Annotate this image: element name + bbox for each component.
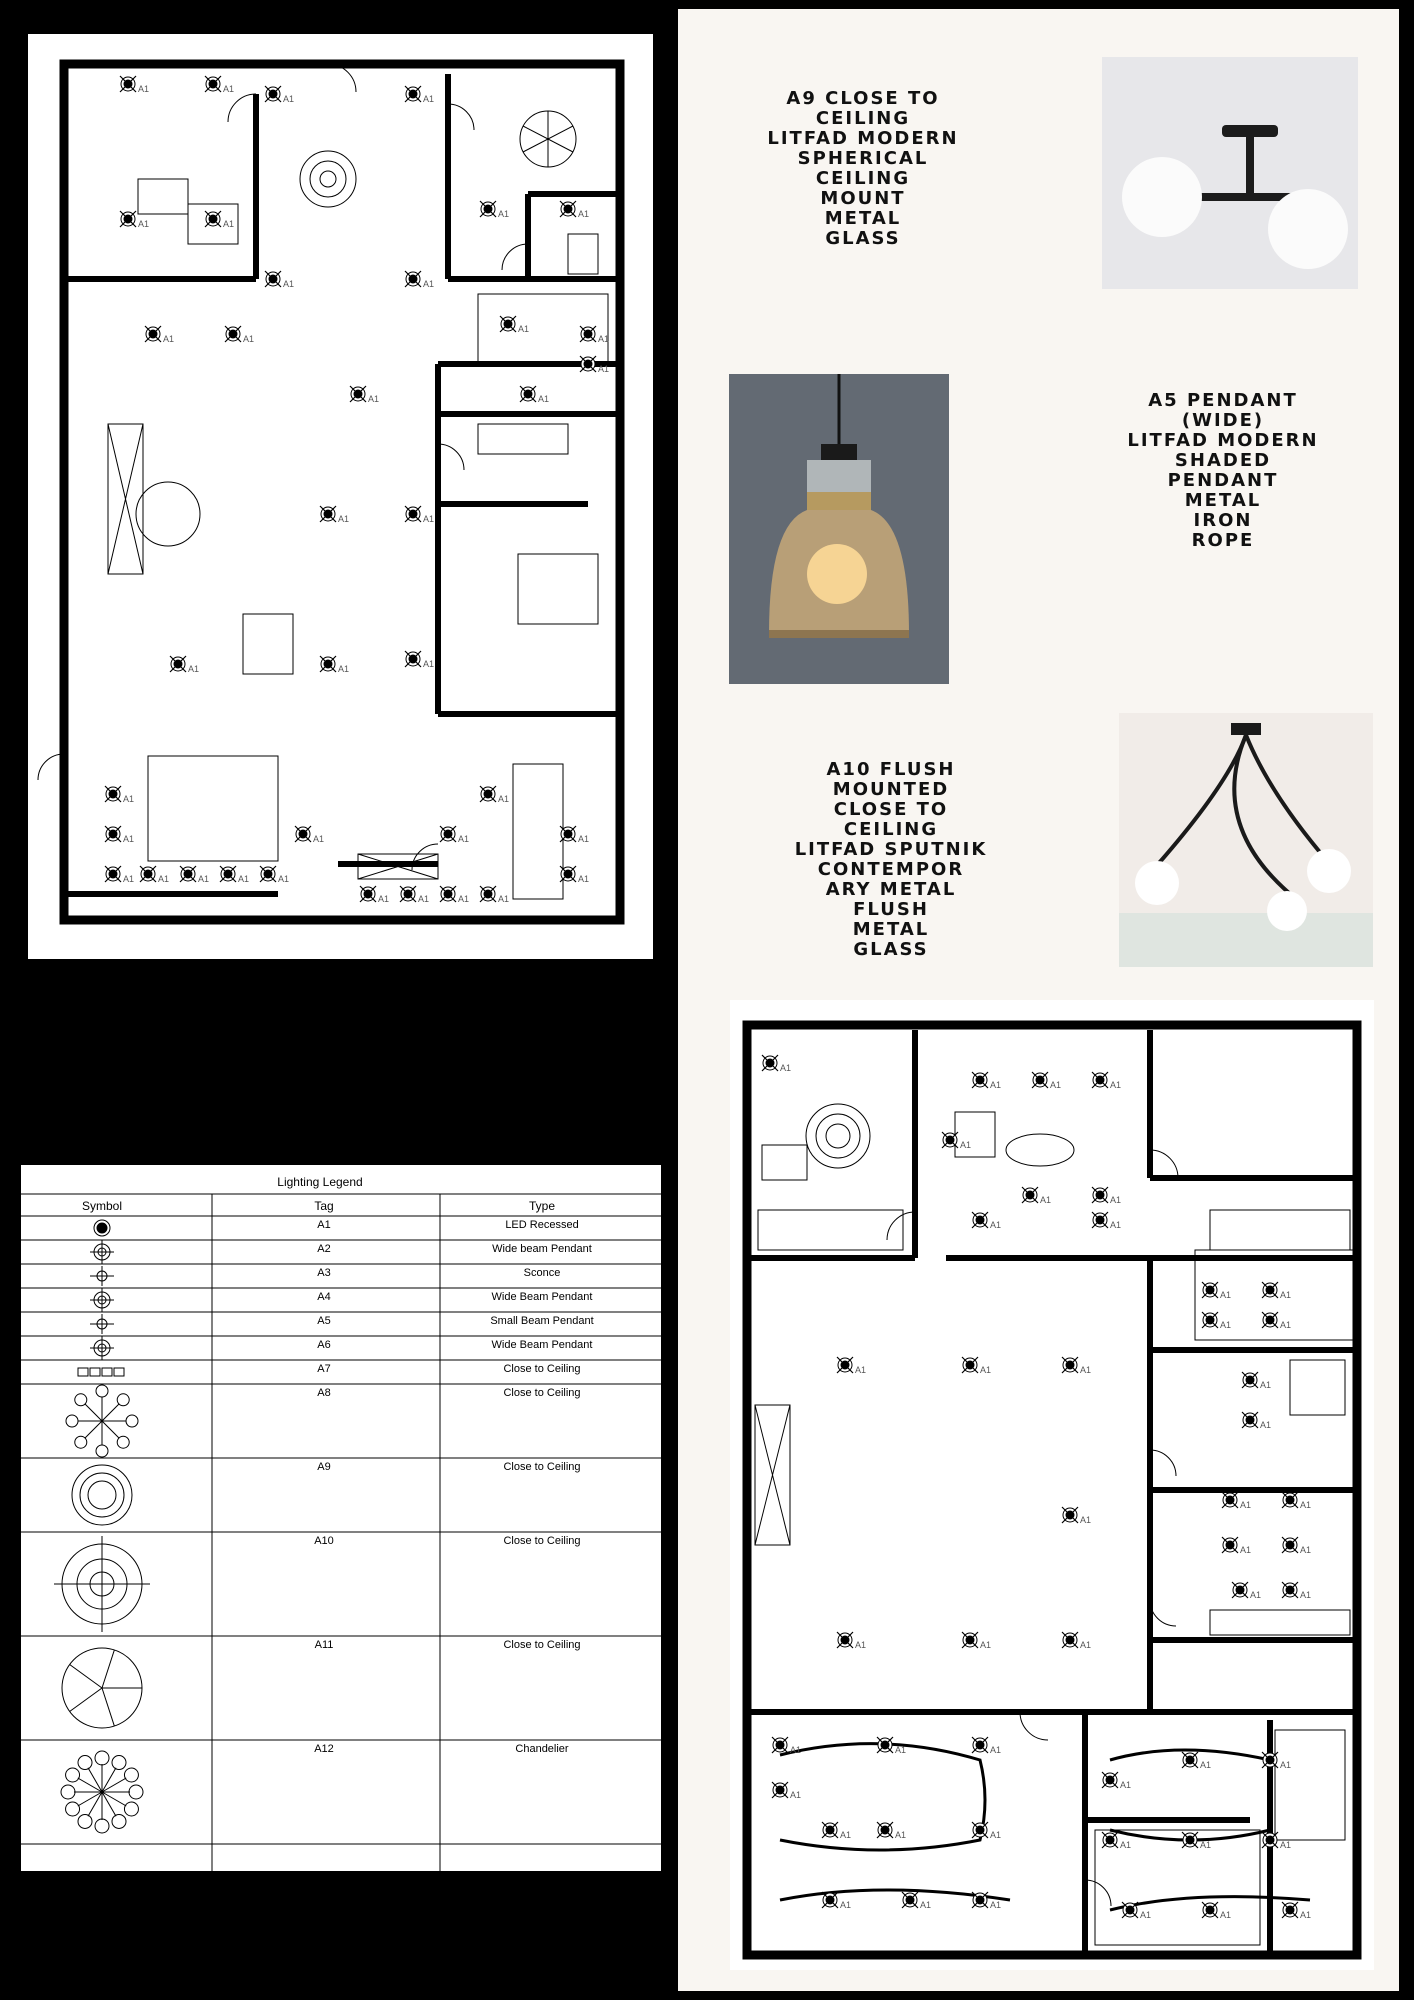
legend-tag: A5 bbox=[317, 1315, 331, 1327]
fixture-tag: A1 bbox=[790, 1745, 802, 1755]
lighting-legend bbox=[20, 1164, 662, 1872]
legend-type: LED Recessed bbox=[505, 1219, 579, 1231]
led-recessed-fixture bbox=[440, 826, 469, 844]
fixture-tag: A1 bbox=[1220, 1320, 1232, 1330]
lighting-legend-grid bbox=[20, 1164, 662, 1872]
legend-type: Wide beam Pendant bbox=[492, 1243, 592, 1255]
upper-floor-plan bbox=[28, 34, 653, 959]
fixture-tag: A1 bbox=[1300, 1500, 1312, 1510]
led-recessed-fixture bbox=[1092, 1072, 1121, 1090]
led-recessed-fixture bbox=[877, 1822, 906, 1840]
led-recessed-fixture bbox=[405, 271, 434, 289]
fixture-tag: A1 bbox=[163, 334, 175, 344]
a9-caption bbox=[738, 89, 988, 249]
led-recessed-fixture bbox=[400, 886, 429, 904]
fixture-tag: A1 bbox=[780, 1063, 792, 1073]
led-recessed-fixture bbox=[105, 866, 134, 884]
fixture-tag: A1 bbox=[1080, 1640, 1092, 1650]
led-recessed-fixture bbox=[480, 786, 509, 804]
led-recessed-fixture bbox=[1262, 1282, 1291, 1300]
caption-line: ARY METAL bbox=[825, 879, 957, 900]
fixture-tag: A1 bbox=[990, 1080, 1002, 1090]
led-recessed-fixture bbox=[837, 1632, 866, 1650]
caption-line: METAL bbox=[824, 208, 902, 229]
caption-line: ROPE bbox=[1191, 530, 1255, 551]
led-recessed-fixture bbox=[350, 386, 379, 404]
fixture-tag: A1 bbox=[855, 1365, 867, 1375]
fixture-tag: A1 bbox=[458, 834, 470, 844]
led-recessed-fixture bbox=[295, 826, 324, 844]
caption-line: CONTEMPOR bbox=[817, 859, 965, 880]
led-recessed-fixture bbox=[1262, 1312, 1291, 1330]
caption-line: FLUSH bbox=[853, 899, 929, 920]
fixture-tag: A1 bbox=[1120, 1840, 1132, 1850]
fixture-tag: A1 bbox=[1300, 1545, 1312, 1555]
caption-line: LITFAD MODERN bbox=[767, 128, 959, 149]
led-recessed-fixture bbox=[1062, 1507, 1091, 1525]
led-recessed-fixture bbox=[205, 76, 234, 94]
fixture-tag: A1 bbox=[278, 874, 290, 884]
fixture-tag: A1 bbox=[123, 834, 135, 844]
fixture-tag: A1 bbox=[423, 659, 435, 669]
led-recessed-fixture bbox=[225, 326, 254, 344]
fixture-tag: A1 bbox=[790, 1790, 802, 1800]
led-recessed-fixture bbox=[500, 316, 529, 334]
led-recessed-fixture bbox=[822, 1892, 851, 1910]
fixture-tag: A1 bbox=[1260, 1420, 1272, 1430]
legend-type: Close to Ceiling bbox=[503, 1535, 581, 1547]
led-recessed-fixture bbox=[1062, 1357, 1091, 1375]
led-recessed-fixture bbox=[180, 866, 209, 884]
led-recessed-fixture bbox=[1222, 1537, 1251, 1555]
fixture-tag: A1 bbox=[980, 1640, 992, 1650]
led-recessed-fixture bbox=[962, 1357, 991, 1375]
led-recessed-fixture bbox=[1102, 1772, 1131, 1790]
led-recessed-fixture bbox=[772, 1737, 801, 1755]
caption-line: MOUNTED bbox=[832, 779, 950, 800]
fixture-tag: A1 bbox=[283, 94, 295, 104]
caption-line: CEILING bbox=[843, 819, 939, 840]
a5-caption bbox=[1098, 391, 1348, 551]
led-recessed-fixture bbox=[877, 1737, 906, 1755]
led-recessed-fixture bbox=[560, 826, 589, 844]
fixture-tag: A1 bbox=[578, 874, 590, 884]
led-recessed-fixture bbox=[440, 886, 469, 904]
led-recessed-fixture bbox=[265, 271, 294, 289]
fixture-tag: A1 bbox=[423, 279, 435, 289]
legend-type: Close to Ceiling bbox=[503, 1461, 581, 1473]
led-recessed-fixture bbox=[170, 656, 199, 674]
a10-fixture-photo bbox=[1119, 713, 1373, 967]
legend-type: Wide Beam Pendant bbox=[491, 1339, 593, 1351]
fixture-tag: A1 bbox=[1300, 1910, 1312, 1920]
fixture-tag: A1 bbox=[283, 279, 295, 289]
legend-tag: A4 bbox=[317, 1291, 331, 1303]
fixture-tag: A1 bbox=[458, 894, 470, 904]
caption-line: A9 CLOSE TO bbox=[786, 88, 940, 109]
fixture-tag: A1 bbox=[158, 874, 170, 884]
legend-tag: A3 bbox=[317, 1267, 331, 1279]
legend-type: Chandelier bbox=[515, 1743, 569, 1755]
led-recessed-fixture bbox=[1262, 1752, 1291, 1770]
caption-line: GLASS bbox=[853, 939, 929, 960]
led-recessed-fixture bbox=[320, 506, 349, 524]
led-recessed-fixture bbox=[962, 1632, 991, 1650]
upper-floor-plan-drawing bbox=[28, 34, 653, 959]
fixture-tag: A1 bbox=[368, 394, 380, 404]
led-recessed-fixture bbox=[972, 1892, 1001, 1910]
led-recessed-fixture bbox=[1022, 1187, 1051, 1205]
a9-fixture-photo bbox=[1102, 57, 1358, 289]
legend-tag: A8 bbox=[317, 1387, 331, 1399]
led-recessed-fixture bbox=[205, 211, 234, 229]
caption-line: LITFAD SPUTNIK bbox=[794, 839, 988, 860]
led-recessed-fixture bbox=[560, 866, 589, 884]
fixture-tag: A1 bbox=[1280, 1290, 1292, 1300]
fixture-tag: A1 bbox=[1110, 1195, 1122, 1205]
led-recessed-fixture bbox=[105, 786, 134, 804]
fixture-tag: A1 bbox=[123, 794, 135, 804]
fixture-tag: A1 bbox=[895, 1830, 907, 1840]
led-recessed-fixture bbox=[1182, 1832, 1211, 1850]
fixture-tag: A1 bbox=[518, 324, 530, 334]
caption-line: CEILING bbox=[815, 108, 911, 129]
fixture-tag: A1 bbox=[598, 334, 610, 344]
led-recessed-fixture bbox=[1242, 1412, 1271, 1430]
led-recessed-fixture bbox=[220, 866, 249, 884]
fixture-tag: A1 bbox=[1110, 1080, 1122, 1090]
fixture-tag: A1 bbox=[895, 1745, 907, 1755]
fixture-tag: A1 bbox=[1200, 1760, 1212, 1770]
a5-fixture-photo bbox=[729, 374, 949, 684]
fixture-tag: A1 bbox=[243, 334, 255, 344]
lower-floor-plan bbox=[730, 1000, 1374, 1970]
fixture-tag: A1 bbox=[578, 209, 590, 219]
led-recessed-fixture bbox=[320, 656, 349, 674]
fixture-tag: A1 bbox=[990, 1900, 1002, 1910]
fixture-tag: A1 bbox=[138, 84, 150, 94]
caption-line: A10 FLUSH bbox=[826, 759, 956, 780]
fixture-tag: A1 bbox=[423, 514, 435, 524]
caption-line: SHADED bbox=[1174, 450, 1272, 471]
fixture-tag: A1 bbox=[1200, 1840, 1212, 1850]
led-recessed-fixture bbox=[405, 651, 434, 669]
fixture-tag: A1 bbox=[840, 1830, 852, 1840]
caption-line: CLOSE TO bbox=[833, 799, 949, 820]
led-recessed-fixture bbox=[1282, 1902, 1311, 1920]
caption-line: IRON bbox=[1193, 510, 1253, 531]
fixture-tag: A1 bbox=[990, 1745, 1002, 1755]
legend-type: Close to Ceiling bbox=[503, 1363, 581, 1375]
fixture-tag: A1 bbox=[990, 1830, 1002, 1840]
legend-type: Wide Beam Pendant bbox=[491, 1291, 593, 1303]
led-recessed-fixture bbox=[145, 326, 174, 344]
a10-caption bbox=[766, 760, 1016, 960]
legend-header-tag: Tag bbox=[314, 1199, 334, 1213]
fixture-tag: A1 bbox=[188, 664, 200, 674]
caption-line: METAL bbox=[852, 919, 930, 940]
led-recessed-fixture bbox=[360, 886, 389, 904]
led-recessed-fixture bbox=[1202, 1312, 1231, 1330]
legend-type: Small Beam Pendant bbox=[490, 1315, 594, 1327]
fixture-tag: A1 bbox=[1080, 1515, 1092, 1525]
led-recessed-fixture bbox=[902, 1892, 931, 1910]
upper-floor-fixtures bbox=[105, 76, 609, 904]
fixture-tag: A1 bbox=[578, 834, 590, 844]
fixture-tag: A1 bbox=[1220, 1290, 1232, 1300]
fixture-tag: A1 bbox=[855, 1640, 867, 1650]
led-recessed-fixture bbox=[762, 1055, 791, 1073]
fixture-tag: A1 bbox=[1240, 1545, 1252, 1555]
led-recessed-fixture bbox=[480, 201, 509, 219]
led-recessed-fixture bbox=[480, 886, 509, 904]
legend-header-type: Type bbox=[528, 1199, 556, 1213]
legend-type: Close to Ceiling bbox=[503, 1639, 581, 1651]
led-recessed-fixture bbox=[1262, 1832, 1291, 1850]
fixture-tag: A1 bbox=[338, 514, 350, 524]
led-recessed-fixture bbox=[520, 386, 549, 404]
led-recessed-fixture bbox=[1222, 1492, 1251, 1510]
fixture-tag: A1 bbox=[498, 209, 510, 219]
led-recessed-fixture bbox=[972, 1212, 1001, 1230]
led-recessed-fixture bbox=[972, 1737, 1001, 1755]
led-recessed-fixture bbox=[1282, 1492, 1311, 1510]
fixture-tag: A1 bbox=[198, 874, 210, 884]
led-recessed-fixture bbox=[1062, 1632, 1091, 1650]
fixture-tag: A1 bbox=[498, 894, 510, 904]
caption-line: A5 PENDANT bbox=[1148, 390, 1298, 411]
legend-tag: A11 bbox=[314, 1639, 334, 1651]
fixture-tag: A1 bbox=[598, 364, 610, 374]
led-recessed-fixture bbox=[772, 1782, 801, 1800]
caption-line: (WIDE) bbox=[1181, 410, 1265, 431]
fixture-tag: A1 bbox=[123, 874, 135, 884]
led-recessed-fixture bbox=[1282, 1537, 1311, 1555]
legend-tag: A10 bbox=[314, 1535, 334, 1547]
fixture-tag: A1 bbox=[1120, 1780, 1132, 1790]
led-recessed-fixture bbox=[1092, 1187, 1121, 1205]
led-recessed-fixture bbox=[1242, 1372, 1271, 1390]
led-recessed-fixture bbox=[1202, 1902, 1231, 1920]
fixture-tag: A1 bbox=[423, 94, 435, 104]
fixture-tag: A1 bbox=[980, 1365, 992, 1375]
fixture-tag: A1 bbox=[1240, 1500, 1252, 1510]
caption-line: METAL bbox=[1184, 490, 1262, 511]
switch-wiring bbox=[780, 1744, 1310, 1910]
legend-type: Sconce bbox=[523, 1267, 561, 1279]
fixture-tag: A1 bbox=[1050, 1080, 1062, 1090]
legend-title: Lighting Legend bbox=[277, 1175, 363, 1189]
led-recessed-fixture bbox=[580, 326, 609, 344]
led-recessed-fixture bbox=[822, 1822, 851, 1840]
fixture-tag: A1 bbox=[338, 664, 350, 674]
legend-tag: A2 bbox=[317, 1243, 331, 1255]
fixture-tag: A1 bbox=[223, 84, 235, 94]
legend-tag: A9 bbox=[317, 1461, 331, 1473]
led-recessed-fixture bbox=[580, 356, 609, 374]
caption-line: PENDANT bbox=[1167, 470, 1279, 491]
legend-tag: A1 bbox=[317, 1219, 331, 1231]
fixture-tag: A1 bbox=[538, 394, 550, 404]
led-recessed-fixture bbox=[1182, 1752, 1211, 1770]
fixture-tag: A1 bbox=[498, 794, 510, 804]
fixture-tag: A1 bbox=[378, 894, 390, 904]
led-recessed-fixture bbox=[105, 826, 134, 844]
fixture-tag: A1 bbox=[313, 834, 325, 844]
led-recessed-fixture bbox=[265, 86, 294, 104]
legend-header-symbol: Symbol bbox=[81, 1199, 123, 1213]
fixture-tag: A1 bbox=[920, 1900, 932, 1910]
led-recessed-fixture bbox=[260, 866, 289, 884]
fixture-tag: A1 bbox=[418, 894, 430, 904]
legend-tag: A7 bbox=[317, 1363, 331, 1375]
led-recessed-fixture bbox=[1232, 1582, 1261, 1600]
legend-tag: A12 bbox=[314, 1743, 334, 1755]
fixture-tag: A1 bbox=[223, 219, 235, 229]
fixture-tag: A1 bbox=[1280, 1760, 1292, 1770]
caption-line: LITFAD MODERN bbox=[1127, 430, 1319, 451]
fixture-tag: A1 bbox=[1280, 1320, 1292, 1330]
legend-tag: A6 bbox=[317, 1339, 331, 1351]
led-recessed-fixture bbox=[1092, 1212, 1121, 1230]
led-recessed-fixture bbox=[1032, 1072, 1061, 1090]
led-recessed-fixture bbox=[405, 86, 434, 104]
fixture-tag: A1 bbox=[1250, 1590, 1262, 1600]
legend-type: Close to Ceiling bbox=[503, 1387, 581, 1399]
fixture-tag: A1 bbox=[238, 874, 250, 884]
fixture-tag: A1 bbox=[840, 1900, 852, 1910]
caption-line: GLASS bbox=[825, 228, 901, 249]
led-recessed-fixture bbox=[972, 1822, 1001, 1840]
fixture-tag: A1 bbox=[1140, 1910, 1152, 1920]
lower-floor-plan-drawing bbox=[730, 1000, 1374, 1970]
led-recessed-fixture bbox=[120, 76, 149, 94]
fixture-tag: A1 bbox=[1260, 1380, 1272, 1390]
fixture-tag: A1 bbox=[138, 219, 150, 229]
led-recessed-fixture bbox=[140, 866, 169, 884]
led-recessed-fixture bbox=[405, 506, 434, 524]
led-recessed-fixture bbox=[972, 1072, 1001, 1090]
fixture-tag: A1 bbox=[1300, 1590, 1312, 1600]
fixture-tag: A1 bbox=[990, 1220, 1002, 1230]
led-recessed-fixture bbox=[1282, 1582, 1311, 1600]
fixture-tag: A1 bbox=[1040, 1195, 1052, 1205]
fixture-tag: A1 bbox=[1280, 1840, 1292, 1850]
caption-line: SPHERICAL bbox=[797, 148, 929, 169]
fixture-tag: A1 bbox=[1220, 1910, 1232, 1920]
caption-line: CEILING bbox=[815, 168, 911, 189]
led-recessed-fixture bbox=[942, 1132, 971, 1150]
fixture-tag: A1 bbox=[1080, 1365, 1092, 1375]
caption-line: MOUNT bbox=[820, 188, 906, 209]
fixture-tag: A1 bbox=[1110, 1220, 1122, 1230]
led-recessed-fixture bbox=[837, 1357, 866, 1375]
led-recessed-fixture bbox=[1202, 1282, 1231, 1300]
fixture-tag: A1 bbox=[960, 1140, 972, 1150]
led-recessed-fixture bbox=[560, 201, 589, 219]
